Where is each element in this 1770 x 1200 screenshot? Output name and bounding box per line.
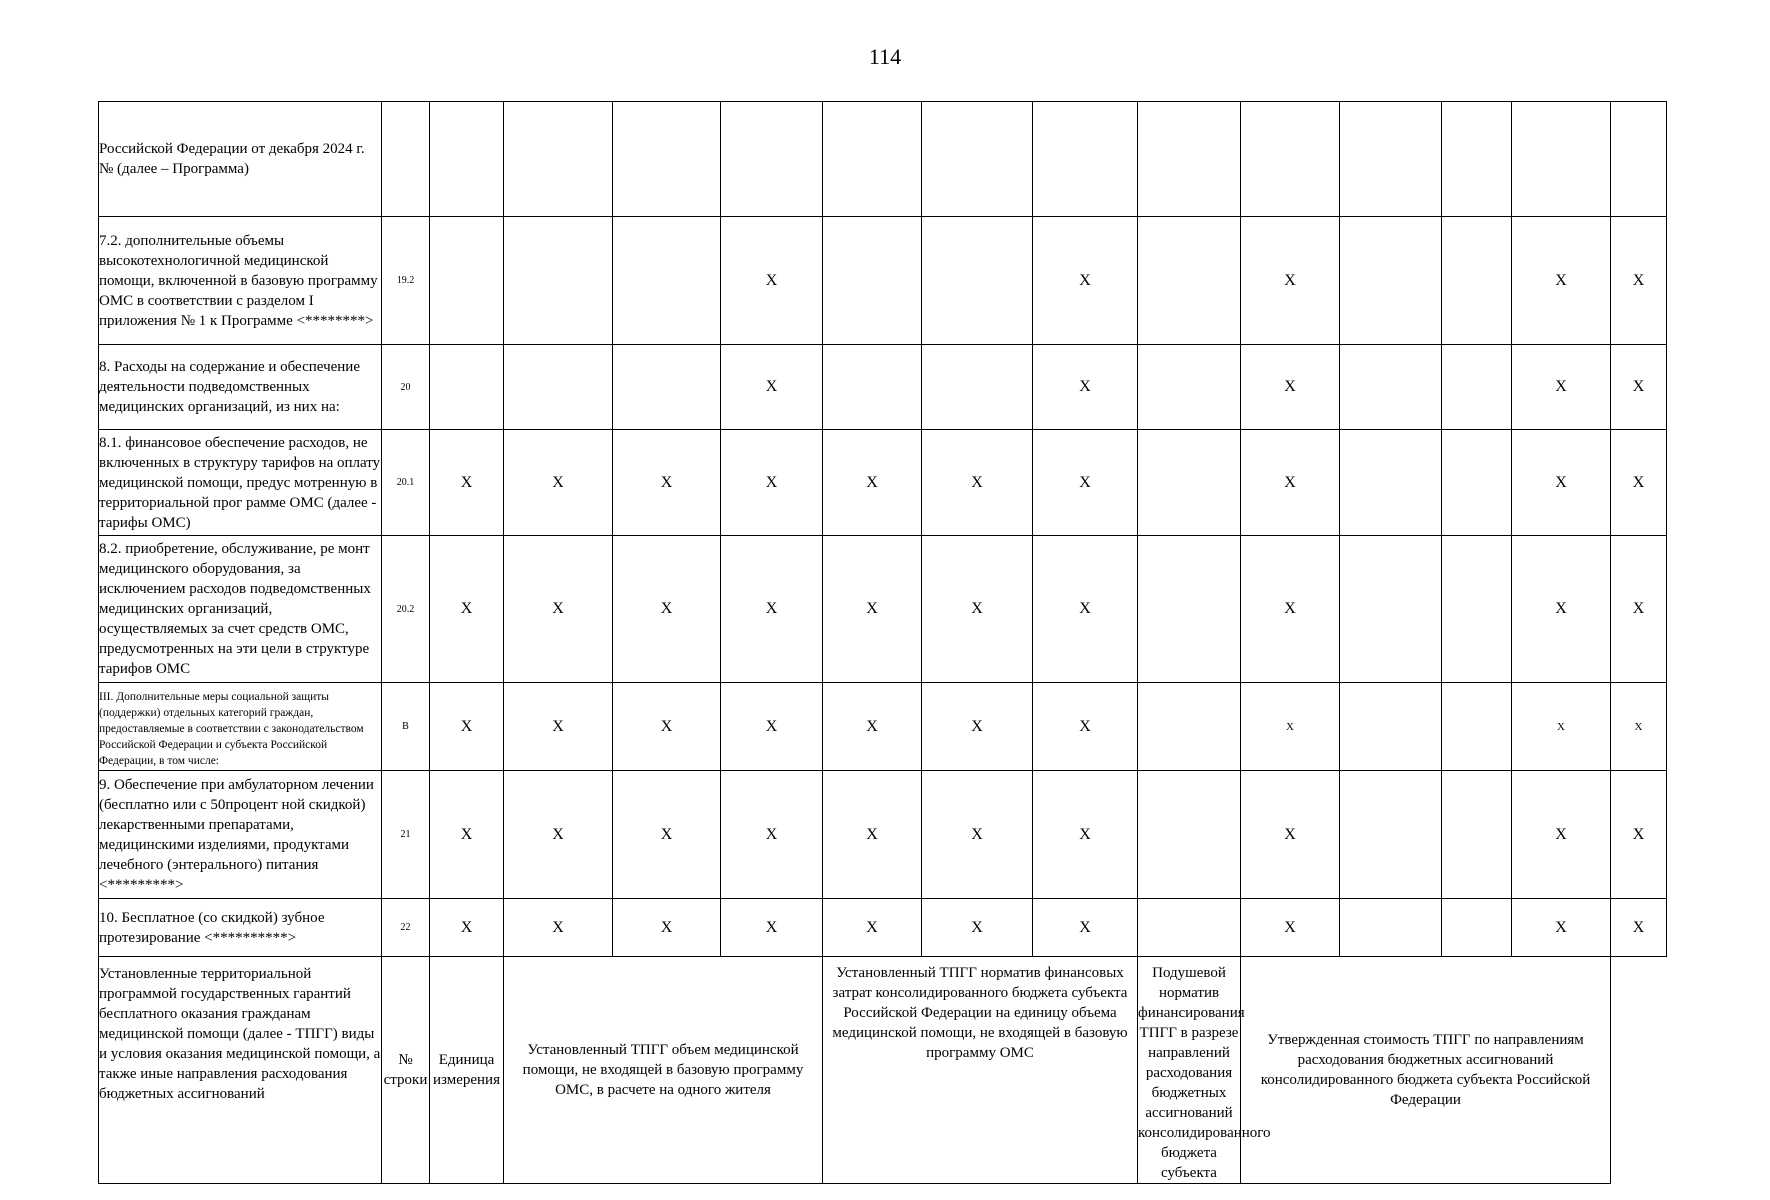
- row-label: 8.2. приобретение, обслуживание, ре монт медицинского оборудования, за исключением расходов подведомственных медицинских организаций, осуществляемых за счет средств ОМС, предусмотренных на эти цели в структуре тарифов ОМС: [99, 536, 382, 683]
- value-cell: X: [1611, 683, 1667, 771]
- value-cell: [1611, 102, 1667, 217]
- row-number: В: [382, 683, 430, 771]
- value-cell: X: [1512, 536, 1611, 683]
- value-cell: X: [1241, 430, 1340, 536]
- value-cell: X: [721, 536, 823, 683]
- value-cell: X: [1611, 536, 1667, 683]
- table-row: [99, 345, 1667, 430]
- value-cell: X: [1611, 217, 1667, 345]
- table-row: [99, 683, 1667, 771]
- value-cell: X: [1033, 217, 1138, 345]
- value-cell: [1138, 899, 1241, 957]
- value-cell: X: [1512, 345, 1611, 430]
- header-cost: Утвержденная стоимость ТПГГ по направлениям расходования бюджетных ассигнований консолидированного бюджета субъекта Российской Федерации: [1241, 957, 1611, 1184]
- table-body: [99, 102, 1667, 957]
- value-cell: [823, 345, 922, 430]
- table-row: [99, 217, 1667, 345]
- table-row: [99, 899, 1667, 957]
- value-cell: [1138, 217, 1241, 345]
- value-cell: [823, 102, 922, 217]
- row-label: 10. Бесплатное (со скидкой) зубное протезирование <**********>: [99, 899, 382, 957]
- value-cell: [1442, 217, 1512, 345]
- value-cell: [922, 102, 1033, 217]
- table-row: [99, 771, 1667, 899]
- value-cell: X: [721, 899, 823, 957]
- value-cell: [613, 102, 721, 217]
- row-number: [382, 102, 430, 217]
- value-cell: X: [1512, 899, 1611, 957]
- value-cell: [1340, 899, 1442, 957]
- value-cell: [1340, 345, 1442, 430]
- value-cell: [1340, 102, 1442, 217]
- value-cell: X: [1241, 217, 1340, 345]
- row-number: 20.2: [382, 536, 430, 683]
- value-cell: X: [922, 536, 1033, 683]
- value-cell: X: [721, 771, 823, 899]
- value-cell: X: [430, 899, 504, 957]
- value-cell: X: [504, 899, 613, 957]
- value-cell: [1340, 683, 1442, 771]
- value-cell: X: [922, 899, 1033, 957]
- value-cell: X: [1611, 899, 1667, 957]
- table-row: [99, 536, 1667, 683]
- value-cell: [1442, 102, 1512, 217]
- value-cell: [1138, 345, 1241, 430]
- value-cell: [1442, 771, 1512, 899]
- value-cell: [1340, 536, 1442, 683]
- value-cell: X: [430, 771, 504, 899]
- budget-table: [98, 101, 1667, 1184]
- row-number: 20.1: [382, 430, 430, 536]
- value-cell: [504, 217, 613, 345]
- row-label: 8. Расходы на содержание и обеспечение деятельности подведомственных медицинских организаций, из них на:: [99, 345, 382, 430]
- value-cell: [1340, 217, 1442, 345]
- value-cell: X: [430, 430, 504, 536]
- value-cell: [1442, 536, 1512, 683]
- value-cell: X: [922, 771, 1033, 899]
- value-cell: [613, 217, 721, 345]
- table-row: [99, 102, 1667, 217]
- header-row-number: № строки: [382, 957, 430, 1184]
- value-cell: [922, 217, 1033, 345]
- value-cell: [1138, 536, 1241, 683]
- value-cell: X: [613, 430, 721, 536]
- value-cell: [1442, 899, 1512, 957]
- value-cell: X: [823, 536, 922, 683]
- value-cell: [613, 345, 721, 430]
- value-cell: X: [1611, 345, 1667, 430]
- header-description: Установленные территориальной программой государственных гарантий бесплатного оказания гражданам медицинской помощи (далее - ТПГГ) виды и условия оказания медицинской помощи, а также иные направления расходования бюджетных ассигнований: [99, 957, 382, 1184]
- value-cell: X: [613, 683, 721, 771]
- value-cell: [1340, 771, 1442, 899]
- value-cell: X: [504, 430, 613, 536]
- value-cell: X: [1512, 430, 1611, 536]
- value-cell: [823, 217, 922, 345]
- value-cell: X: [430, 683, 504, 771]
- header-norm: Установленный ТПГГ норматив финансовых затрат консолидированного бюджета субъекта Российской Федерации на единицу объема медицинской помощи, не входящей в базовую программу ОМС: [823, 957, 1138, 1184]
- row-number: 22: [382, 899, 430, 957]
- value-cell: [721, 102, 823, 217]
- value-cell: [1033, 102, 1138, 217]
- row-label: III. Дополнительные меры социальной защиты (поддержки) отдельных категорий граждан, предоставляемые в соответствии с законодательством Российской Федерации и субъекта Российской Федерации, в том числе:: [99, 683, 382, 771]
- value-cell: X: [1033, 899, 1138, 957]
- table-row: [99, 430, 1667, 536]
- value-cell: [1340, 430, 1442, 536]
- value-cell: X: [1033, 683, 1138, 771]
- value-cell: X: [721, 217, 823, 345]
- value-cell: X: [823, 430, 922, 536]
- value-cell: X: [721, 430, 823, 536]
- row-number: 19.2: [382, 217, 430, 345]
- header-volume: Установленный ТПГГ объем медицинской помощи, не входящей в базовую программу ОМС, в расчете на одного жителя: [504, 957, 823, 1184]
- value-cell: X: [613, 771, 721, 899]
- value-cell: X: [1512, 217, 1611, 345]
- value-cell: X: [1033, 345, 1138, 430]
- value-cell: [1241, 102, 1340, 217]
- value-cell: X: [504, 536, 613, 683]
- value-cell: [1138, 102, 1241, 217]
- value-cell: [504, 102, 613, 217]
- value-cell: [430, 102, 504, 217]
- value-cell: X: [1241, 345, 1340, 430]
- value-cell: [1138, 683, 1241, 771]
- value-cell: X: [823, 899, 922, 957]
- value-cell: X: [1033, 771, 1138, 899]
- value-cell: [1138, 430, 1241, 536]
- value-cell: [1442, 683, 1512, 771]
- value-cell: [430, 345, 504, 430]
- value-cell: X: [1241, 683, 1340, 771]
- value-cell: [430, 217, 504, 345]
- value-cell: X: [613, 536, 721, 683]
- value-cell: X: [1033, 536, 1138, 683]
- value-cell: [504, 345, 613, 430]
- table-header-block: [99, 957, 1667, 1184]
- value-cell: X: [1512, 771, 1611, 899]
- value-cell: X: [1611, 430, 1667, 536]
- value-cell: X: [430, 536, 504, 683]
- value-cell: [1442, 430, 1512, 536]
- row-label: 9. Обеспечение при амбулаторном лечении (бесплатно или с 50процент ной скидкой) лекарственными препаратами, медицинскими изделиями, продуктами лечебного (энтерального) питания <*********>: [99, 771, 382, 899]
- value-cell: X: [1512, 683, 1611, 771]
- row-label: Российской Федерации от декабря 2024 г. № (далее – Программа): [99, 102, 382, 217]
- column-header-row: [99, 957, 1667, 1184]
- value-cell: X: [613, 899, 721, 957]
- value-cell: [922, 345, 1033, 430]
- value-cell: [1138, 771, 1241, 899]
- value-cell: X: [823, 683, 922, 771]
- value-cell: X: [504, 771, 613, 899]
- value-cell: X: [1241, 771, 1340, 899]
- value-cell: X: [721, 683, 823, 771]
- value-cell: [1512, 102, 1611, 217]
- row-number: 21: [382, 771, 430, 899]
- value-cell: X: [504, 683, 613, 771]
- value-cell: X: [1033, 430, 1138, 536]
- header-unit: Единица измерения: [430, 957, 504, 1184]
- row-label: 7.2. дополнительные объемы высокотехнологичной медицинской помощи, включенной в базовую программу ОМС в соответствии с разделом I приложения № 1 к Программе <********>: [99, 217, 382, 345]
- value-cell: X: [1611, 771, 1667, 899]
- value-cell: X: [922, 683, 1033, 771]
- value-cell: X: [1241, 899, 1340, 957]
- row-label: 8.1. финансовое обеспечение расходов, не включенных в структуру тарифов на оплату медицинской помощи, предус мотренную в территориальной прог рамме ОМС (далее - тарифы ОМС): [99, 430, 382, 536]
- header-per-capita: Подушевой норматив финансирования ТПГГ в разрезе направлений расходования бюджетных ассигнований консолидированного бюджета субъекта: [1138, 957, 1241, 1184]
- value-cell: [1442, 345, 1512, 430]
- row-number: 20: [382, 345, 430, 430]
- value-cell: X: [1241, 536, 1340, 683]
- value-cell: X: [823, 771, 922, 899]
- page-number: 114: [868, 44, 902, 69]
- value-cell: X: [922, 430, 1033, 536]
- value-cell: X: [721, 345, 823, 430]
